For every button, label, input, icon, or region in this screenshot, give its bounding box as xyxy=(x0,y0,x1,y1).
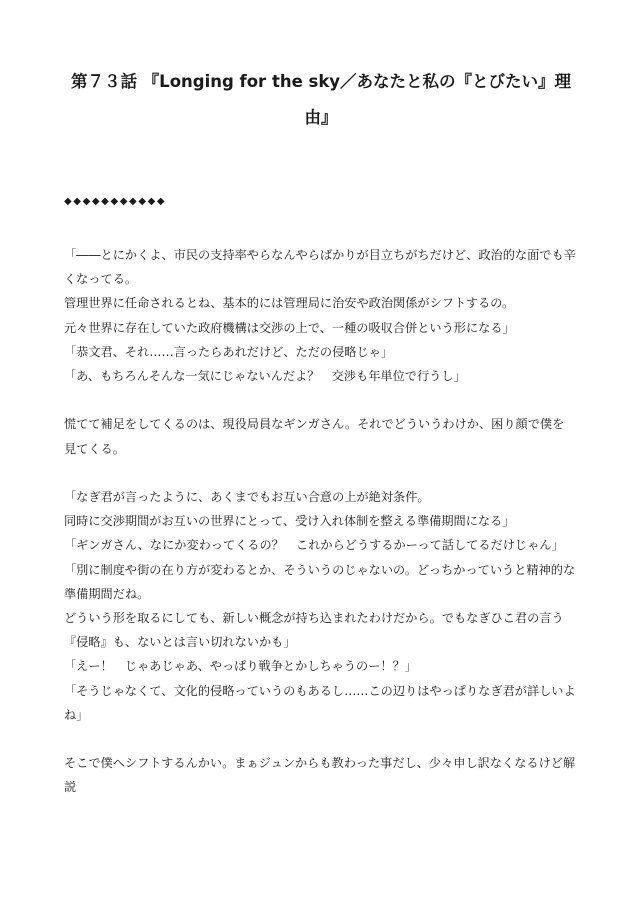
story-paragraph: 「なぎ君が言ったように、あくまでもお互い合意の上が絶対条件。 xyxy=(64,490,430,504)
story-paragraph: 管理世界に任命されるとね、基本的には管理局に治安や政治関係がシフトするの。 xyxy=(64,296,515,311)
paragraph-gap xyxy=(64,461,576,485)
story-paragraph: そこで僕へシフトするんかい。まぁジュンからも教わった事だし、少々申し訳なくなるけど解説 xyxy=(64,756,576,795)
story-paragraph: 慌てて補足をしてくるのは、現役局員なギンガさん。それでどういうわけか、困り顔で僕を見てくる。 xyxy=(64,417,565,456)
story-paragraph: 同時に交渉期間がお互いの世界にとって、受け入れ体制を整える準備期間になる」 xyxy=(64,514,515,529)
story-paragraph: 「そうじゃなくて、文化的侵略っていうのもあるし……この辺りはやっぱりなぎ君が詳しいよね」 xyxy=(64,683,576,722)
story-paragraph: どういう形を取るにしても、新しい概念が持ち込まれたわけだから。でもなぎひこ君の言う『侵略』も、ないとは言い切れないかも」 xyxy=(64,611,564,650)
story-paragraph: 「えー！ じゃあじゃあ、やっぱり戦争とかしちゃうのー！？」 xyxy=(64,659,417,674)
story-paragraph: 「別に制度や街の在り方が変わるとか、そういうのじゃないの。どっちかっていうと精神的な準備期間だね。 xyxy=(64,562,576,601)
story-paragraph: 「ギンガさん、なにか変わってくるの？ これからどうするかーって話してるだけじゃん」 xyxy=(64,538,564,553)
section-divider: ◆◆◆◆◆◆◆◆◆◆◆ xyxy=(64,196,167,207)
story-paragraph: 「恭文君、それ……言ったらあれだけど、ただの侵略じゃ」 xyxy=(64,344,394,359)
story-body xyxy=(64,243,576,800)
story-paragraph: 元々世界に存在していた政府機構は交渉の上で、一種の吸収合併という形になる」 xyxy=(64,320,515,335)
paragraph-gap xyxy=(64,727,576,751)
chapter-title: 第７３話 『Longing for the sky／あなたと私の『とびたい』理由』 xyxy=(70,72,572,127)
story-paragraph: 「――とにかくよ、市民の支持率やらなんやらばかりが目立ちがちだけど、政治的な面でも辛くなってる。 xyxy=(64,248,576,287)
paragraph-gap xyxy=(64,388,576,412)
story-paragraph: 「あ、もちろんそんな一気にじゃないんだよ？ 交渉も年単位で行うし」 xyxy=(64,369,466,384)
